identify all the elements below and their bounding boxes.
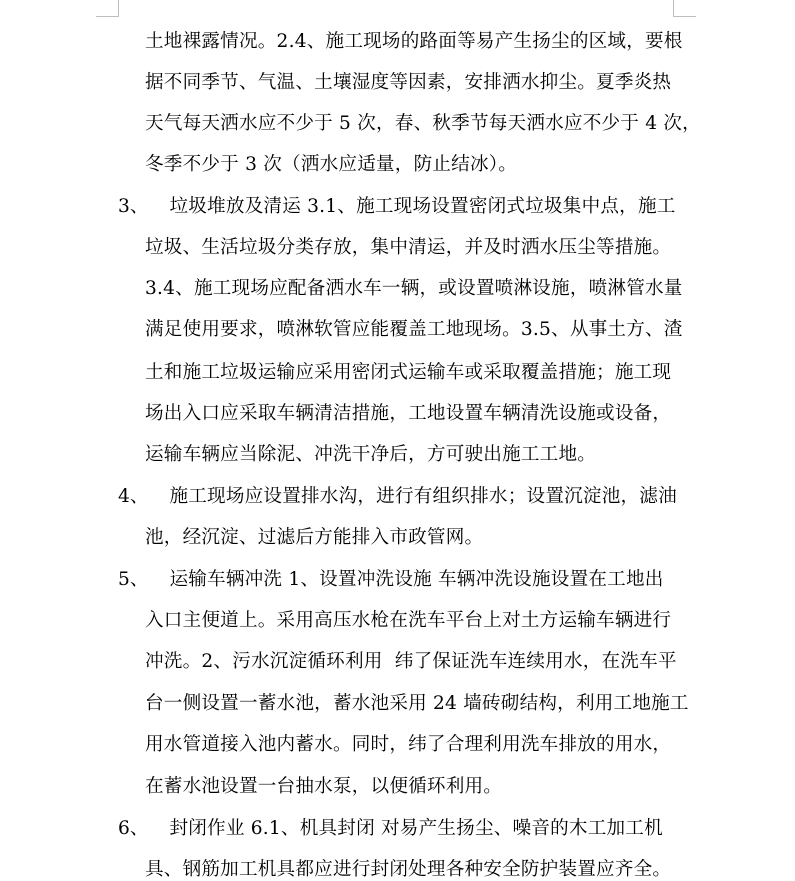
list-number: 4、 — [118, 486, 149, 507]
text-line: 天气每天洒水应不少于 5 次，春、秋季节每天洒水应不少于 4 次， — [145, 113, 701, 134]
text-line: 用水管道接入池内蓄水。同时，纬了合理利用洗车排放的用水， — [145, 734, 672, 755]
text-line: 土和施工垃圾运输应采用密闭式运输车或采取覆盖措施；施工现 — [145, 362, 672, 383]
text-line: 冲洗。2、污水沉淀循环利用 纬了保证洗车连续用水，在洗车平 — [145, 651, 677, 672]
text-line: 运输车辆冲洗 1、设置冲洗设施 车辆冲洗设施设置在工地出 — [145, 569, 664, 590]
text-line: 满足使用要求，喷淋软管应能覆盖工地现场。3.5、从事土方、渣 — [145, 319, 683, 340]
text-line: 土地裸露情况。2.4、施工现场的路面等易产生扬尘的区域，要根 — [145, 31, 683, 52]
list-number: 5、 — [118, 569, 149, 590]
text-line: 施工现场应设置排水沟，进行有组织排水；设置沉淀池，滤油 — [145, 486, 677, 507]
list-number: 6、 — [118, 818, 149, 839]
text-line: 垃圾堆放及清运 3.1、施工现场设置密闭式垃圾集中点，施工 — [145, 196, 676, 217]
text-line: 池，经沉淀、过滤后方能排入市政管网。 — [145, 527, 484, 548]
list-number: 3、 — [118, 196, 149, 217]
crop-mark-top-right — [673, 0, 696, 17]
text-line: 运输车辆应当除泥、冲洗干净后，方可驶出施工工地。 — [145, 444, 597, 465]
text-line: 垃圾、生活垃圾分类存放，集中清运，并及时洒水压尘等措施。 — [145, 237, 672, 258]
text-line: 在蓄水池设置一台抽水泵，以便循环利用。 — [145, 776, 503, 797]
crop-mark-top-left — [96, 0, 119, 17]
text-line: 封闭作业 6.1、机具封闭 对易产生扬尘、噪音的木工加工机 — [145, 818, 663, 839]
text-line: 冬季不少于 3 次（洒水应适量，防止结冰）。 — [145, 154, 518, 175]
text-line: 3.4、施工现场应配备洒水车一辆，或设置喷淋设施，喷淋管水量 — [145, 278, 683, 299]
text-line: 具、钢筋加工机具都应进行封闭处理各种安全防护装置应齐全。 — [145, 859, 672, 880]
text-line: 台一侧设置一蓄水池，蓄水池采用 24 墙砖砌结构，利用工地施工 — [145, 693, 689, 714]
text-line: 据不同季节、气温、土壤湿度等因素，安排洒水抑尘。夏季炎热 — [145, 72, 672, 93]
text-line: 场出入口应采取车辆清洁措施，工地设置车辆清洗设施或设备， — [145, 403, 672, 424]
text-line: 入口主便道上。采用高压水枪在洗车平台上对土方运输车辆进行 — [145, 610, 672, 631]
